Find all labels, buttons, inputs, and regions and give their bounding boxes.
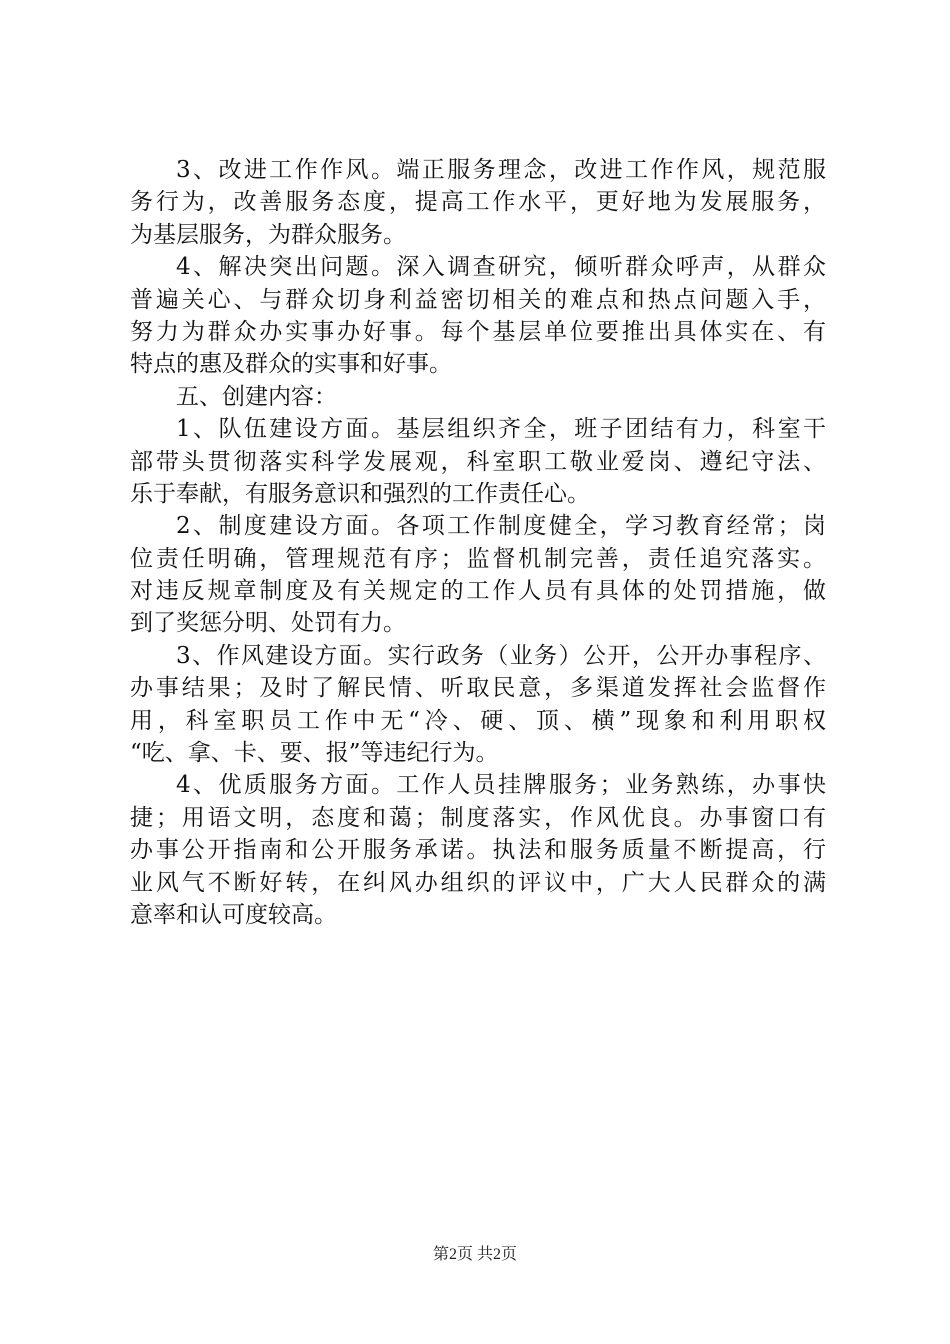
text-line: 到了奖惩分明、处罚有力。 bbox=[130, 610, 406, 637]
page-footer bbox=[0, 1244, 950, 1265]
text-line: 3、作风建设方面。实行政务（业务）公开，公开办事程序、 bbox=[176, 642, 826, 669]
text-line: 努力为群众办实事办好事。每个基层单位要推出具体实在、有 bbox=[130, 318, 826, 345]
text-line: 3、改进工作作风。端正服务理念，改进工作作风，规范服 bbox=[176, 157, 826, 183]
text-line: 办事结果；及时了解民情、听取民意，多渠道发挥社会监督作 bbox=[130, 675, 826, 702]
text-line: 4、优质服务方面。工作人员挂牌服务；业务熟练，办事快 bbox=[176, 772, 826, 799]
text-line: 办事公开指南和公开服务承诺。执法和服务质量不断提高，行 bbox=[130, 837, 826, 864]
text-line: 用，科室职员工作中无“冷、硬、顶、横”现象和利用职权 bbox=[130, 707, 826, 734]
text-line: 4、解决突出问题。深入调查研究，倾听群众呼声，从群众 bbox=[176, 254, 826, 281]
text-line: 业风气不断好转，在纠风办组织的评议中，广大人民群众的满 bbox=[130, 869, 826, 896]
text-line: 乐于奉献，有服务意识和强烈的工作责任心。 bbox=[130, 480, 590, 507]
text-line: 务行为，改善服务态度，提高工作水平，更好地为发展服务， bbox=[130, 189, 826, 216]
document-body bbox=[130, 154, 826, 931]
page-number-label: 第2页 共2页 bbox=[432, 1246, 517, 1263]
section-heading: 五、创建内容： bbox=[176, 383, 337, 410]
text-line: 2、制度建设方面。各项工作制度健全，学习教育经常；岗 bbox=[176, 513, 826, 540]
text-line: 位责任明确，管理规范有序；监督机制完善，责任追究落实。 bbox=[130, 545, 826, 572]
text-line: “吃、拿、卡、要、报”等违纪行为。 bbox=[130, 740, 499, 767]
text-line: 特点的惠及群众的实事和好事。 bbox=[130, 351, 452, 378]
text-line: 1、队伍建设方面。基层组织齐全，班子团结有力，科室干 bbox=[176, 416, 826, 443]
text-line: 部带头贯彻落实科学发展观，科室职工敬业爱岗、遵纪守法、 bbox=[130, 448, 826, 475]
text-line: 普遍关心、与群众切身利益密切相关的难点和热点问题入手， bbox=[130, 286, 826, 313]
text-line: 为基层服务，为群众服务。 bbox=[130, 221, 406, 248]
text-line: 捷；用语文明，态度和蔼；制度落实，作风优良。办事窗口有 bbox=[130, 804, 826, 831]
text-line: 意率和认可度较高。 bbox=[130, 901, 337, 928]
text-line: 对违反规章制度及有关规定的工作人员有具体的处罚措施，做 bbox=[130, 578, 826, 605]
